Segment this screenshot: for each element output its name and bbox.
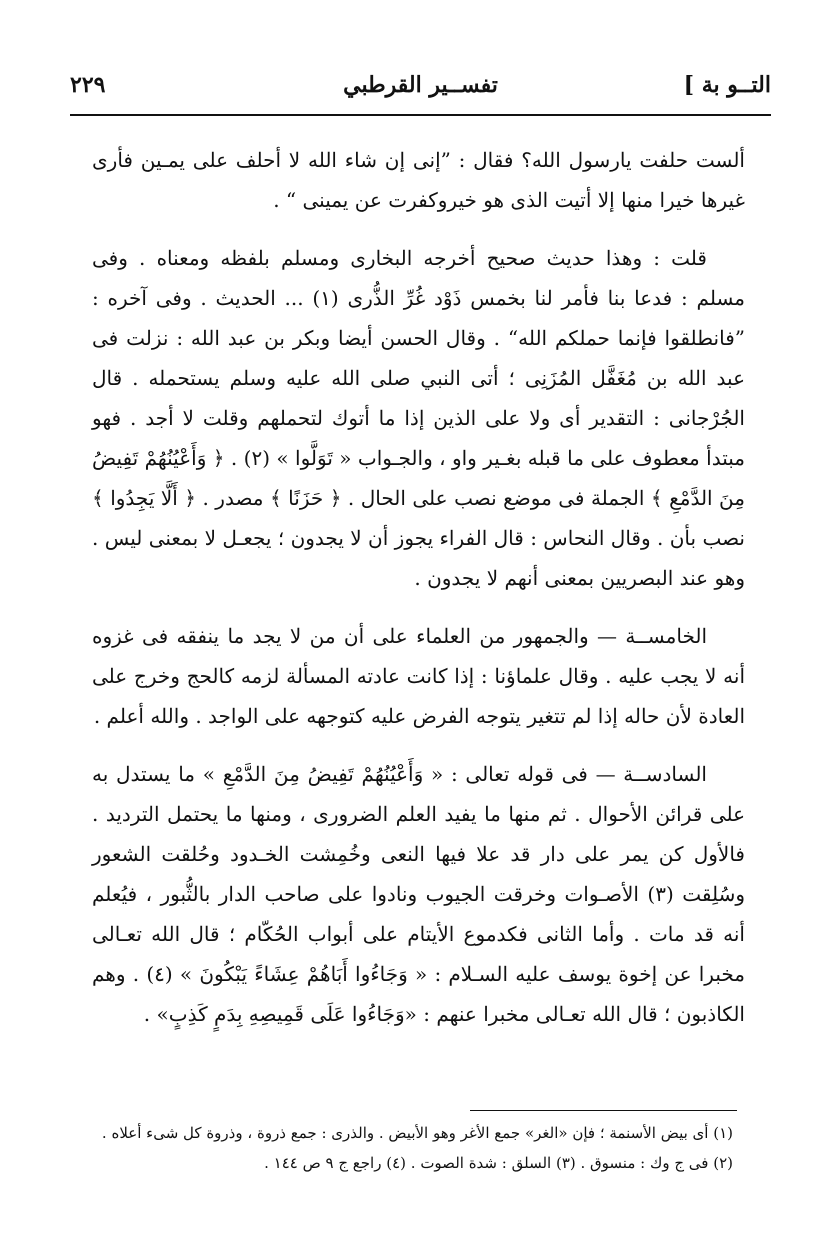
page-number: ٢٢٩ [70, 72, 106, 98]
footnote-2-4: (٢) فى ج وك : منسوق . (٣) السلق : شدة الصوت . (٤) راجع ج ٩ ص ١٤٤ . [264, 1154, 733, 1172]
footnote-rule [470, 1110, 737, 1111]
paragraph-5th-issue: الخامســة — والجمهور من العلماء على أن من لا يجد ما ينفقه فى غزوه أنه لا يجب عليه . وقال علماؤنا : إذا كانت عادته المسألة لزمه كالحج وخرج على العادة لأن حاله إذا لم تتغير يتوجه الفرض عليه كتوجهه على الواجد . والله أعلم . [92, 624, 745, 728]
header-rule [70, 114, 771, 116]
running-header [70, 68, 771, 110]
paragraph-2: قلت : وهذا حديث صحيح أخرجه البخارى ومسلم بلفظه ومعناه . وفى مسلم : فدعا بنا فأمر لنا بخمس ذَوْد غُرِّ الذُّرى (١) ... الحديث . وفى آخره : ”فانطلقوا فإنما حملكم الله“ . وقال الحسن أيضا وبكر بن عبد الله : نزلت فى عبد الله بن مُغَفَّل المُزَنِى ؛ أتى النبي صلى الله عليه وسلم يستحمله . قال الجُرْجانى : التقدير أى ولا على الذين إذا ما أتوك لتحملهم وقلت لا أجد . فهو مبتدأ معطوف على ما قبله بغـير واو ، والجـواب « تَوَلَّوا » (٢) . ﴿ وَأَعْيُنُهُمْ تَفِيضُ مِنَ الدَّمْعِ ﴾ الجملة فى موضع نصب على الحال . ﴿ حَزَنًا ﴾ مصدر . ﴿ أَلَّا يَجِدُوا ﴾ نصب بأن . وقال النحاس : قال الفراء يجوز أن لا يجدون ؛ يجعـل لا بمعنى ليس . وهو عند البصريين بمعنى أنهم لا يجدون . [92, 246, 745, 590]
footnotes [86, 1118, 733, 1178]
paragraph-1: ألست حلفت يارسول الله؟ فقال : ”إنى إن شاء الله لا أحلف على يمـين فأرى غيرها خيرا منها إلا أتيت الذى هو خيروكفرت عن يمينى “ . [92, 148, 745, 212]
main-text [92, 140, 745, 1034]
book-title: تفســير القرطبي [343, 72, 498, 98]
surah-name: التــو بة ] [683, 72, 771, 98]
footnote-1: (١) أى بيض الأسنمة ؛ فإن «الغر» جمع الأغر وهو الأبيض . والذرى : جمع ذروة ، وذروة كل شىء أعلاه . [101, 1124, 733, 1142]
paragraph-6th-issue: السادســة — فى قوله تعالى : « وَأَعْيُنُهُمْ تَفِيضُ مِنَ الدَّمْعِ » ما يستدل به على قرائن الأحوال . ثم منها ما يفيد العلم الضرورى ، ومنها ما يحتمل الترديد . فالأول كن يمر على دار قد علا فيها النعى وخُمِشت الخـدود وحُلقت الشعور وسُلِقت (٣) الأصـوات وخرقت الجيوب ونادوا على صاحب الدار بالثُّبور ، فيُعلم أنه قد مات . وأما الثانى فكدموع الأيتام على أبواب الحُكّام ؛ قال الله تعـالى مخبرا عن إخوة يوسف عليه السـلام : « وَجَاءُوا أَبَاهُمْ عِشَاءً يَبْكُونَ » (٤) . وهم الكاذبون ؛ قال الله تعـالى مخبرا عنهم : «وَجَاءُوا عَلَى قَمِيصِهِ بِدَمٍ كَذِبٍ» . [92, 762, 746, 1026]
